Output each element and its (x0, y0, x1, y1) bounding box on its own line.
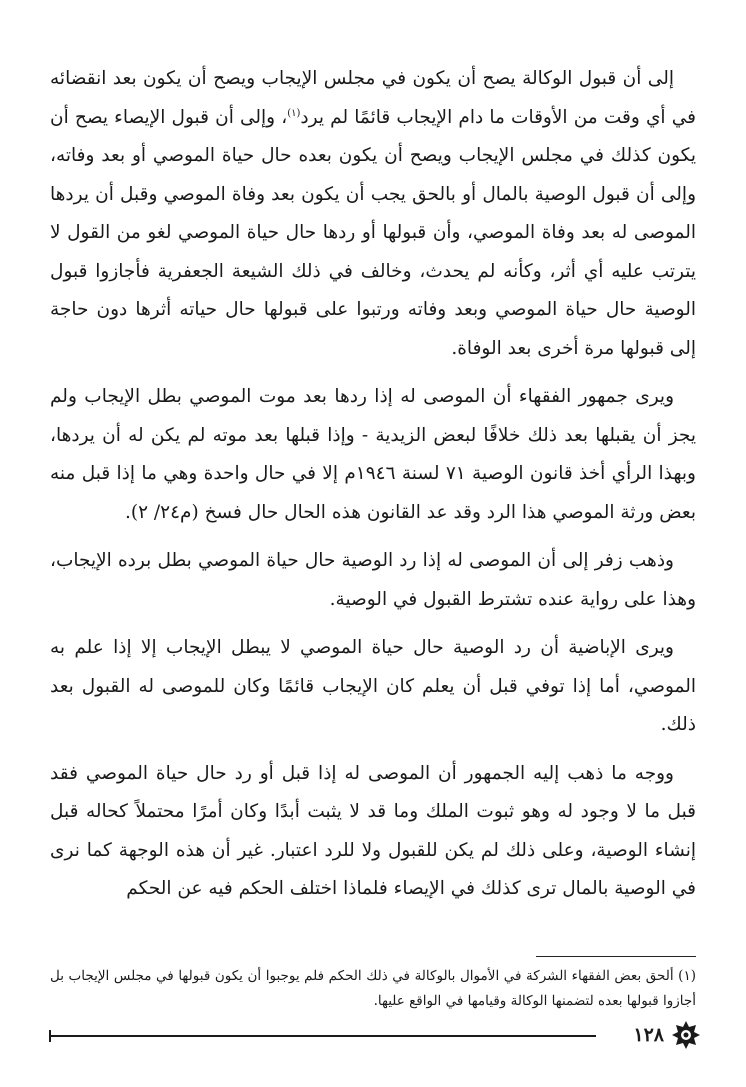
paragraph-4: ويرى الإباضية أن رد الوصية حال حياة الموصي لا يبطل الإيجاب إلا إذا علم به الموصي، أما إذا توفي قبل أن يعلم كان الإيجاب قائمًا وكان للموصى له القبول بعد ذلك. (50, 637, 696, 735)
footnote: (١) ألحق بعض الفقهاء الشركة في الأموال بالوكالة في ذلك الحكم فلم يوجبوا أن يكون قبولها في مجلس الإيجاب بل أجازوا قبولها بعده لتضمنها الوكالة وقيامها في الواقع عليها. (50, 968, 696, 1009)
page-number: ١٢٨ (633, 1024, 664, 1046)
paragraph-2: ويرى جمهور الفقهاء أن الموصى له إذا ردها بعد موت الموصي بطل الإيجاب ولم يجز أن يقبلها بعد ذلك خلافًا لبعض الزيدية - وإذا قبلها بعد موته لم يكن له أن يردها، وبهذا الرأي أخذ قانون الوصية ٧١ لسنة ١٩٤٦م إلا في حال واحدة وهي ما إذا قبل منه بعض ورثة الموصي هذا الرد وقد عد القانون هذه الحال حال فسخ (م٢٤/ ٢). (50, 386, 696, 523)
paragraph-1 (50, 60, 696, 368)
paragraph-5: ووجه ما ذهب إليه الجمهور أن الموصى له إذا قبل أو رد حال حياة الموصي فقد قبل ما لا وجود له وهو ثبوت الملك وما قد لا يثبت أبدًا وكان أمرًا محتملاً كحاله قبل إنشاء الوصية، وعلى ذلك لم يكن للقبول ولا للرد اعتبار. غير أن هذه الوجهة كما نرى في الوصية بالمال ترى كذلك في الإيصاء فلماذا اختلف الحكم فيه عن الحكم (50, 762, 696, 899)
footnote-reference[interactable]: (١) (287, 107, 301, 119)
book-page (50, 60, 696, 1047)
paragraph-3: وذهب زفر إلى أن الموصى له إذا رد الوصية حال حياة الموصي بطل برده الإيجاب، وهذا على رواية عنده تشترط القبول في الوصية. (50, 550, 696, 610)
paragraph-1-text-before: إلى أن قبول الوكالة يصح أن يكون في مجلس الإيجاب ويصح أن يكون بعد انقضائه في أي وقت من الأوقات ما دام الإيجاب قائمًا لم يرد (50, 68, 696, 128)
footer-rule (50, 1035, 596, 1037)
page-footer (50, 1020, 696, 1050)
star-ornament-icon (672, 1021, 700, 1049)
footnote-divider (536, 956, 696, 957)
paragraph-1-text-after: ، وإلى أن قبول الإيصاء يصح أن يكون كذلك في مجلس الإيجاب ويصح أن يكون بعده حال حياة الموصي أو بعد وفاته، وإلى أن قبول الوصية بالمال أو بالحق يجب أن يكون بعد وفاة الموصي وقبل أن يردها الموصى له بعد وفاة الموصي، وأن قبولها أو ردها حال حياة الموصي لغو من القول لا يترتب عليه أي أثر، وكأنه لم يحدث، وخالف في ذلك الشيعة الجعفرية فأجازوا قبول الوصية حال حياة الموصي وبعد وفاته ورتبوا على قبولها حال حياته أثرها دون حاجة إلى قبولها مرة أخرى بعد الوفاة. (50, 106, 696, 359)
